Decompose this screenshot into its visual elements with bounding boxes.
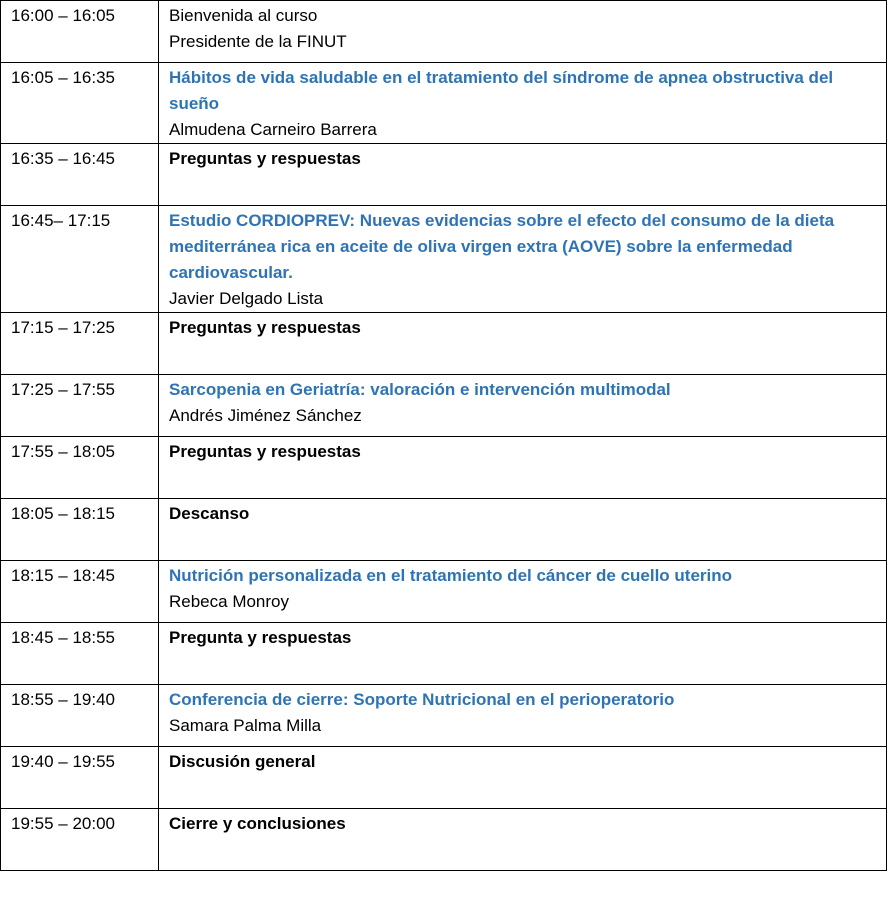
session-title: Nutrición personalizada en el tratamiento del cáncer de cuello uterino — [169, 566, 733, 585]
table-row — [1, 499, 887, 561]
content-cell — [159, 747, 887, 809]
speaker-name: Rebeca Monroy — [169, 592, 290, 611]
content-cell — [159, 206, 887, 313]
session-title: Hábitos de vida saludable en el tratamiento del síndrome de apnea obstructiva del sueño — [169, 68, 834, 113]
content-cell — [159, 313, 887, 375]
session-title: Bienvenida al curso — [169, 6, 318, 25]
session-title: Conferencia de cierre: Soporte Nutricional en el perioperatorio — [169, 690, 675, 709]
session-title: Estudio CORDIOPREV: Nuevas evidencias sobre el efecto del consumo de la dieta mediterránea rica en aceite de oliva virgen extra (AOVE) sobre la enfermedad cardiovascular. — [169, 211, 835, 282]
content-cell — [159, 685, 887, 747]
time-cell: 18:15 – 18:45 — [1, 561, 159, 623]
table-row — [1, 206, 887, 313]
content-cell — [159, 561, 887, 623]
time-cell: 18:45 – 18:55 — [1, 623, 159, 685]
speaker-name: Javier Delgado Lista — [169, 289, 324, 308]
time-cell: 19:40 – 19:55 — [1, 747, 159, 809]
content-cell — [159, 623, 887, 685]
content-cell — [159, 437, 887, 499]
time-cell: 18:05 – 18:15 — [1, 499, 159, 561]
content-cell — [159, 1, 887, 63]
time-cell: 16:45– 17:15 — [1, 206, 159, 313]
table-row — [1, 63, 887, 144]
time-cell: 18:55 – 19:40 — [1, 685, 159, 747]
table-row — [1, 375, 887, 437]
time-cell: 19:55 – 20:00 — [1, 809, 159, 871]
time-cell: 16:35 – 16:45 — [1, 144, 159, 206]
time-cell: 16:05 – 16:35 — [1, 63, 159, 144]
content-cell — [159, 144, 887, 206]
session-title: Preguntas y respuestas — [169, 318, 361, 337]
speaker-name: Almudena Carneiro Barrera — [169, 120, 377, 139]
schedule-body — [1, 1, 887, 871]
content-cell — [159, 375, 887, 437]
session-title: Pregunta y respuestas — [169, 628, 352, 647]
content-cell — [159, 809, 887, 871]
session-title: Sarcopenia en Geriatría: valoración e intervención multimodal — [169, 380, 671, 399]
table-row — [1, 144, 887, 206]
time-cell: 17:55 – 18:05 — [1, 437, 159, 499]
speaker-name: Andrés Jiménez Sánchez — [169, 406, 362, 425]
table-row — [1, 437, 887, 499]
table-row — [1, 623, 887, 685]
table-row — [1, 809, 887, 871]
content-cell — [159, 63, 887, 144]
session-title: Descanso — [169, 504, 250, 523]
table-row — [1, 1, 887, 63]
time-cell: 17:15 – 17:25 — [1, 313, 159, 375]
table-row — [1, 747, 887, 809]
time-cell: 17:25 – 17:55 — [1, 375, 159, 437]
table-row — [1, 561, 887, 623]
content-cell — [159, 499, 887, 561]
speaker-name: Samara Palma Milla — [169, 716, 322, 735]
table-row — [1, 685, 887, 747]
session-title: Discusión general — [169, 752, 316, 771]
session-title: Preguntas y respuestas — [169, 149, 361, 168]
time-cell: 16:00 – 16:05 — [1, 1, 159, 63]
table-row — [1, 313, 887, 375]
speaker-name: Presidente de la FINUT — [169, 32, 347, 51]
session-title: Cierre y conclusiones — [169, 814, 346, 833]
session-title: Preguntas y respuestas — [169, 442, 361, 461]
